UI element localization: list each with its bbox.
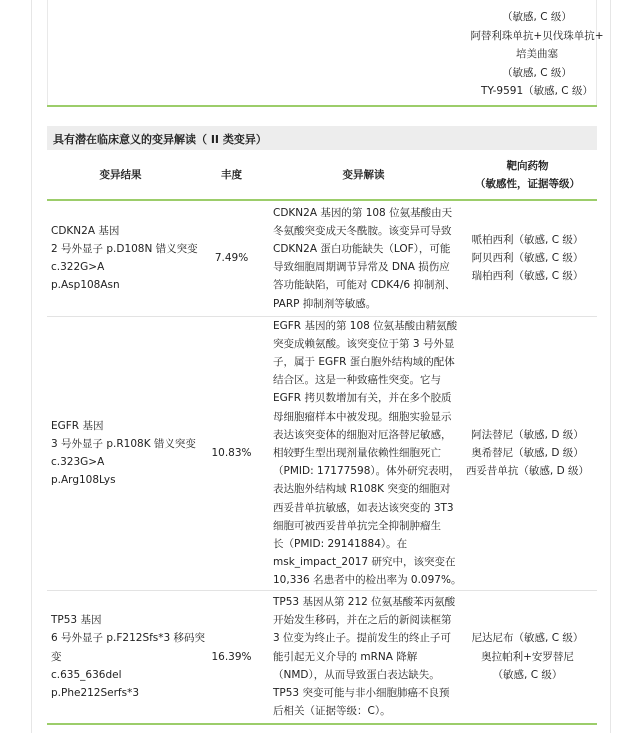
interpretation-line: 冬氨酸突变成天冬酰胺。该变异可导致 <box>273 224 452 237</box>
drugs-cell <box>458 200 597 316</box>
interpretation-line: TP53 突变可能与非小细胞肺癌不良预 <box>273 687 450 700</box>
variant-result-cell <box>47 316 194 590</box>
frequency-cell: 10.83% <box>194 316 269 590</box>
interpretation-line: 西妥昔单抗敏感，如表达该突变的 3T3 <box>273 501 454 514</box>
gene-name: EGFR 基因 <box>51 419 104 432</box>
protein-change: p.Arg108Lys <box>51 474 116 487</box>
interpretation-line: 后相关（证据等级：C）。 <box>273 705 391 718</box>
variant-result-cell <box>47 200 198 316</box>
variant-description: 3 号外显子 p.R108K 错义突变 <box>51 437 196 450</box>
variant-description: 2 号外显子 p.D108N 错义突变 <box>51 243 198 256</box>
drug-line: （敏感, C 级） <box>502 11 572 23</box>
interpretation-line: 长（PMID: 29141884）。在 <box>273 537 408 550</box>
interpretation-line: 导致细胞周期调节异常及 DNA 损伤应 <box>273 261 450 274</box>
column-divider <box>47 0 48 106</box>
interpretation-line: 细胞可被西妥昔单抗完全抑制肿瘤生 <box>273 519 441 532</box>
drug-line: 培美曲塞 <box>516 48 558 60</box>
interpretation-line: 3 位变为终止子。提前发生的终止子可 <box>273 632 452 645</box>
drug-line: （敏感, C 级） <box>492 668 563 681</box>
drug-line: 阿法替尼（敏感, D 级） <box>471 428 584 441</box>
interpretation-line: 开始发生移码，并在之后的新阅读框第 <box>273 614 452 627</box>
previous-table-fragment <box>47 0 604 106</box>
frequency-cell: 7.49% <box>194 200 269 316</box>
interpretation-line: 突变成赖氨酸。该突变位于第 3 号外显 <box>273 337 455 350</box>
drugs-cell <box>458 590 597 724</box>
variant-table <box>47 150 597 725</box>
interpretation-line: CDKN2A 基因的第 108 位氨基酸由天 <box>273 206 453 219</box>
header-interpretation: 变异解读 <box>269 150 458 200</box>
drugs-cell <box>458 316 597 590</box>
table-end-rule <box>47 105 597 107</box>
interpretation-line: CDKN2A 蛋白功能缺失（LOF），可能 <box>273 243 451 256</box>
header-drugs <box>458 150 597 200</box>
section-title: 具有潜在临床意义的变异解读（ II 类变异） <box>53 133 267 146</box>
interpretation-cell <box>269 316 462 590</box>
cdna-change: c.322G>A <box>51 261 105 274</box>
interpretation-line: （NMD），从而导致蛋白表达缺失。 <box>273 668 440 681</box>
header-drugs-subtitle: （敏感性，证据等级） <box>475 177 580 190</box>
cdna-change: c.323G>A <box>51 456 105 469</box>
table-row <box>47 590 597 724</box>
drug-line: 哌柏西利（敏感, C 级） <box>471 233 584 246</box>
section-header <box>47 126 597 150</box>
page-border-right <box>610 0 611 733</box>
frequency-cell: 16.39% <box>194 590 269 724</box>
interpretation-line: msk_impact_2017 研究中，该突变在 <box>273 556 456 569</box>
drug-line: 瑞柏西利（敏感, C 级） <box>471 270 584 283</box>
previous-drugs-cell <box>462 8 612 101</box>
interpretation-line: （PMID: 17177598）。体外研究表明， <box>273 465 460 478</box>
drug-line: 阿贝西利（敏感, C 级） <box>471 252 584 265</box>
cdna-change: c.635_636del <box>51 668 122 681</box>
table-header-row <box>47 150 597 200</box>
protein-change: p.Phe212Serfs*3 <box>51 687 140 700</box>
interpretation-cell <box>269 590 458 724</box>
drug-line: 西妥昔单抗（敏感, D 级） <box>465 465 590 478</box>
interpretation-line: EGFR 拷贝数增加有关，并在多个胶质 <box>273 392 452 405</box>
drug-line: （敏感, C 级） <box>502 66 572 79</box>
interpretation-line: 表达胞外结构域 R108K 突变的细胞对 <box>273 483 451 496</box>
drug-line: 阿替利珠单抗+贝伐珠单抗+ <box>470 29 604 42</box>
drug-line: 尼达尼布（敏感, C 级） <box>471 632 584 645</box>
interpretation-line: 母细胞瘤样本中被发现。细胞实验显示 <box>273 410 452 423</box>
interpretation-line: TP53 基因从第 212 位氨基酸苯丙氨酸 <box>273 596 456 609</box>
interpretation-line: 能引起无义介导的 mRNA 降解 <box>273 650 418 663</box>
interpretation-cell <box>269 200 458 316</box>
header-drugs-title: 靶向药物 <box>506 159 549 172</box>
interpretation-line: 子，属于 EGFR 蛋白胞外结构域的配体 <box>273 355 455 368</box>
variant-description: 6 号外显子 p.F212Sfs*3 移码突 <box>51 632 206 645</box>
drug-line: 奥希替尼（敏感, D 级） <box>471 446 584 459</box>
interpretation-line: PARP 抑制剂等敏感。 <box>273 297 377 310</box>
table-row <box>47 316 597 590</box>
drug-line: TY-9591（敏感, C 级） <box>481 85 593 97</box>
table-row <box>47 200 597 316</box>
interpretation-line: 10,336 名患者中的检出率为 0.097%。 <box>273 574 462 587</box>
interpretation-line: 答功能缺陷，可能对 CDK4/6 抑制剂、 <box>273 279 456 292</box>
interpretation-line: 相较野生型出现剂量依赖性细胞死亡 <box>273 446 441 459</box>
interpretation-line: 表达该突变体的细胞对厄洛替尼敏感， <box>273 428 452 441</box>
gene-name: CDKN2A 基因 <box>51 224 120 237</box>
drug-line: 奥拉帕利+安罗替尼 <box>481 650 574 663</box>
header-result: 变异结果 <box>47 150 194 200</box>
interpretation-line: 结合区。这是一种致癌性突变。它与 <box>273 374 441 387</box>
variant-description-cont: 变 <box>51 650 62 663</box>
interpretation-line: EGFR 基因的第 108 位氨基酸由精氨酸 <box>273 319 458 332</box>
protein-change: p.Asp108Asn <box>51 279 120 292</box>
variant-result-cell <box>47 590 206 724</box>
page-border-left <box>31 0 32 733</box>
gene-name: TP53 基因 <box>51 614 102 627</box>
header-frequency: 丰度 <box>194 150 269 200</box>
